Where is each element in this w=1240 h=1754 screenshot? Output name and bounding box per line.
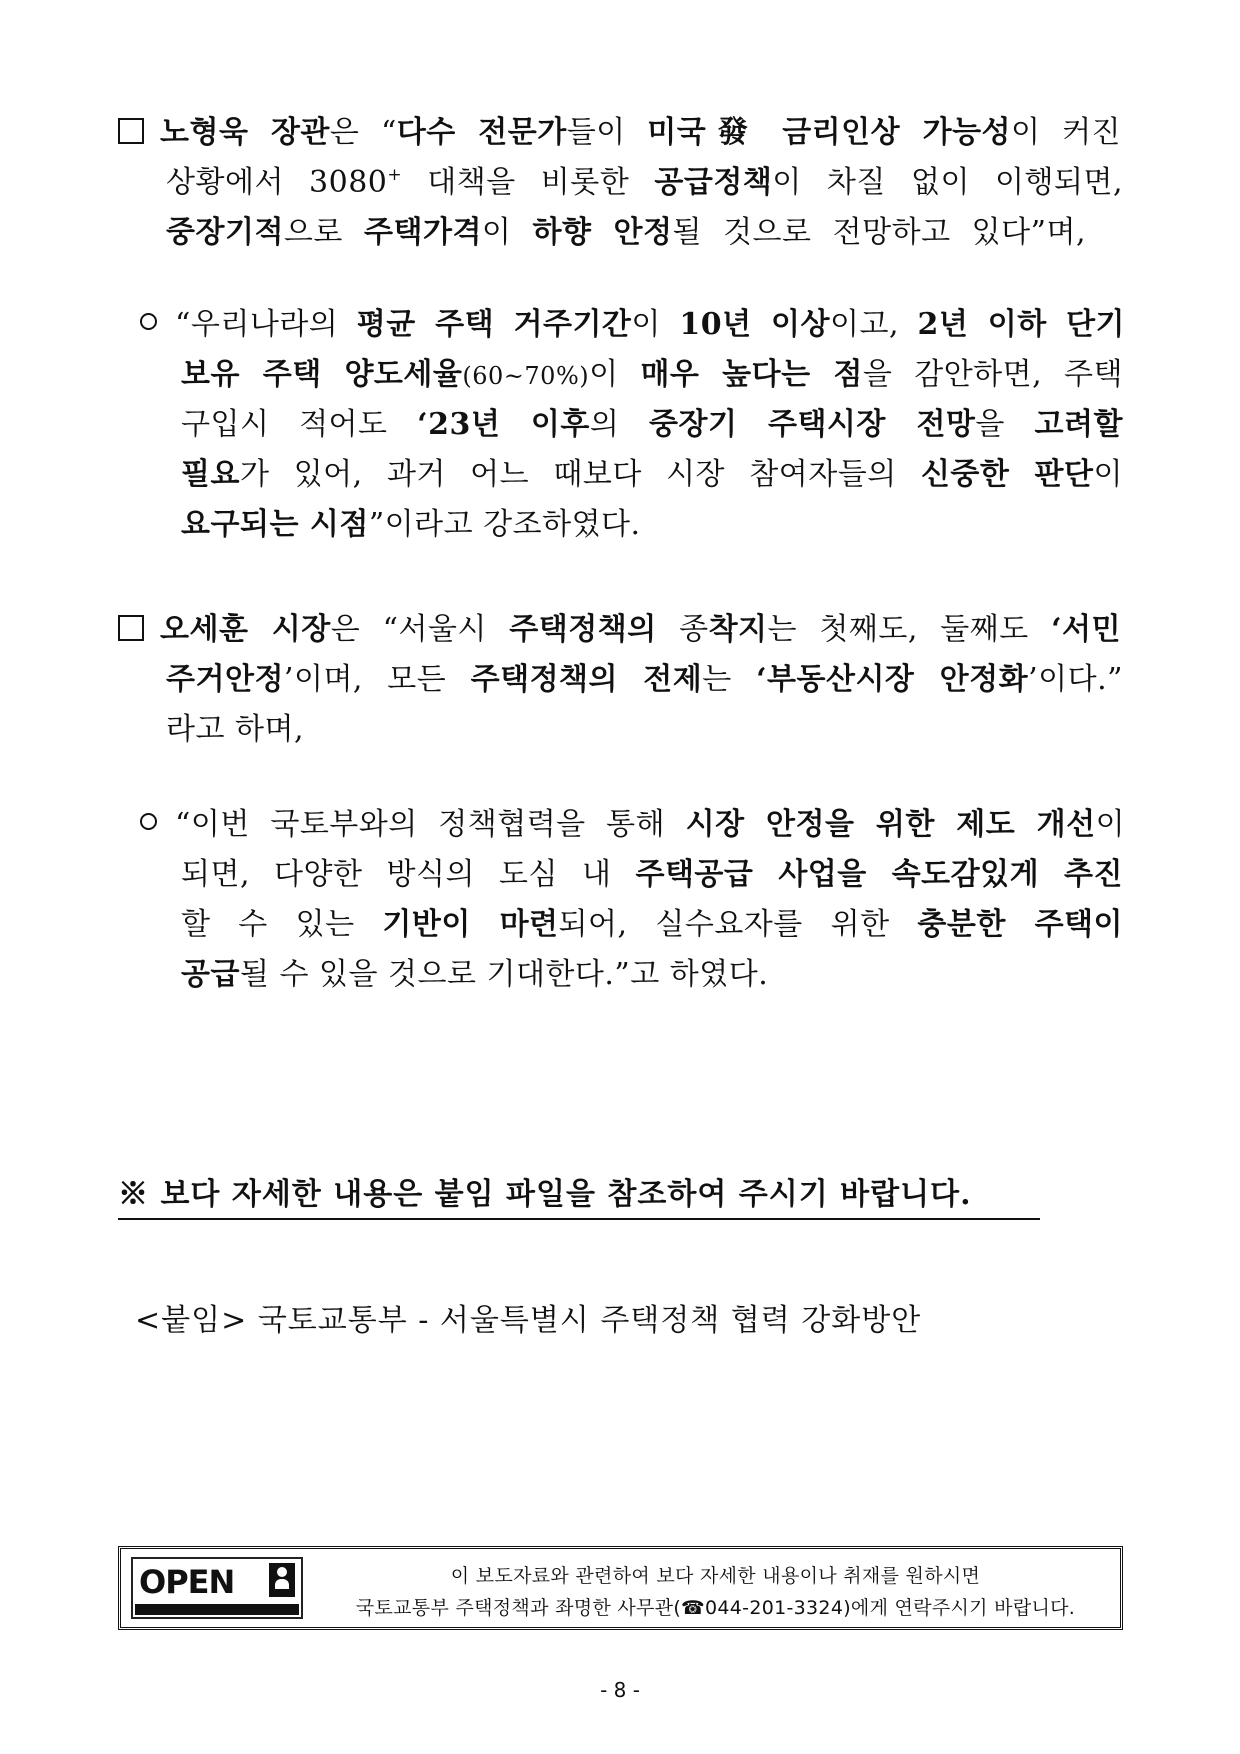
paragraph-line: 노형욱 장관은 “다수 전문가들이 미국發 금리인상 가능성이 커진	[118, 108, 1123, 158]
paragraph-line: 오세훈 시장은 “서울시 주택정책의 종착지는 첫째도, 둘째도 ‘서민	[118, 605, 1123, 655]
paragraph-line: 중장기적으로 주택가격이 하향 안정될 것으로 전망하고 있다”며,	[166, 215, 1086, 250]
paragraph-line: “이번 국토부와의 정책협력을 통해 시장 안정을 위한 제도 개선이	[140, 800, 1123, 850]
paragraph-line: 상황에서 3080+ 대책을 비롯한 공급정책이 차질 없이 이행되면,	[166, 165, 1123, 200]
contact-line-2: 국토교통부 주택정책과 좌명한 사무관(☎044-201-3324)에게 연락주시기 바랍니다.	[355, 1597, 1076, 1619]
contact-info-box	[118, 1546, 1123, 1630]
license-bar	[135, 1604, 299, 1615]
paragraph-line: 라고 하며,	[166, 712, 304, 747]
person-icon	[269, 1563, 295, 1597]
contact-line-1: 이 보도자료와 관련하여 보다 자세한 내용이나 취재를 원하시면	[450, 1565, 981, 1587]
paragraph-line: 보유 주택 양도세율(60~70%)이 매우 높다는 점을 감안하면, 주택	[181, 357, 1123, 392]
paragraph-line: 할 수 있는 기반이 마련되어, 실수요자를 위한 충분한 주택이	[181, 907, 1124, 942]
circle-bullet-icon	[140, 813, 157, 830]
paragraph-line: 되면, 다양한 방식의 도심 내 주택공급 사업을 속도감있게 추진	[181, 857, 1123, 892]
checkbox-bullet-icon	[118, 615, 144, 641]
paragraph-line: 구입시 적어도 ‘23년 이후의 중장기 주택시장 전망을 고려할	[181, 407, 1123, 442]
paragraph-line: “우리나라의 평균 주택 거주기간이 10년 이상이고, 2년 이하 단기	[140, 300, 1123, 350]
page-number: - 8 -	[600, 1678, 640, 1702]
kogl-open-license-logo: OPEN	[131, 1557, 303, 1619]
paragraph-line: 필요가 있어, 과거 어느 때보다 시장 참여자들의 신중한 판단이	[181, 457, 1123, 492]
attachment-line: <붙임> 국토교통부 - 서울특별시 주택정책 협력 강화방안	[135, 1303, 922, 1338]
paragraph-line: 요구되는 시점”이라고 강조하였다.	[181, 507, 641, 542]
circle-bullet-icon	[140, 313, 157, 330]
checkbox-bullet-icon	[118, 118, 144, 144]
paragraph-line: 공급될 수 있을 것으로 기대한다.”고 하였다.	[181, 957, 769, 992]
paragraph-line: 주거안정’이며, 모든 주택정책의 전제는 ‘부동산시장 안정화’이다.”	[166, 662, 1123, 697]
reference-note: ※ 보다 자세한 내용은 붙임 파일을 참조하여 주시기 바랍니다.	[118, 1172, 1040, 1220]
